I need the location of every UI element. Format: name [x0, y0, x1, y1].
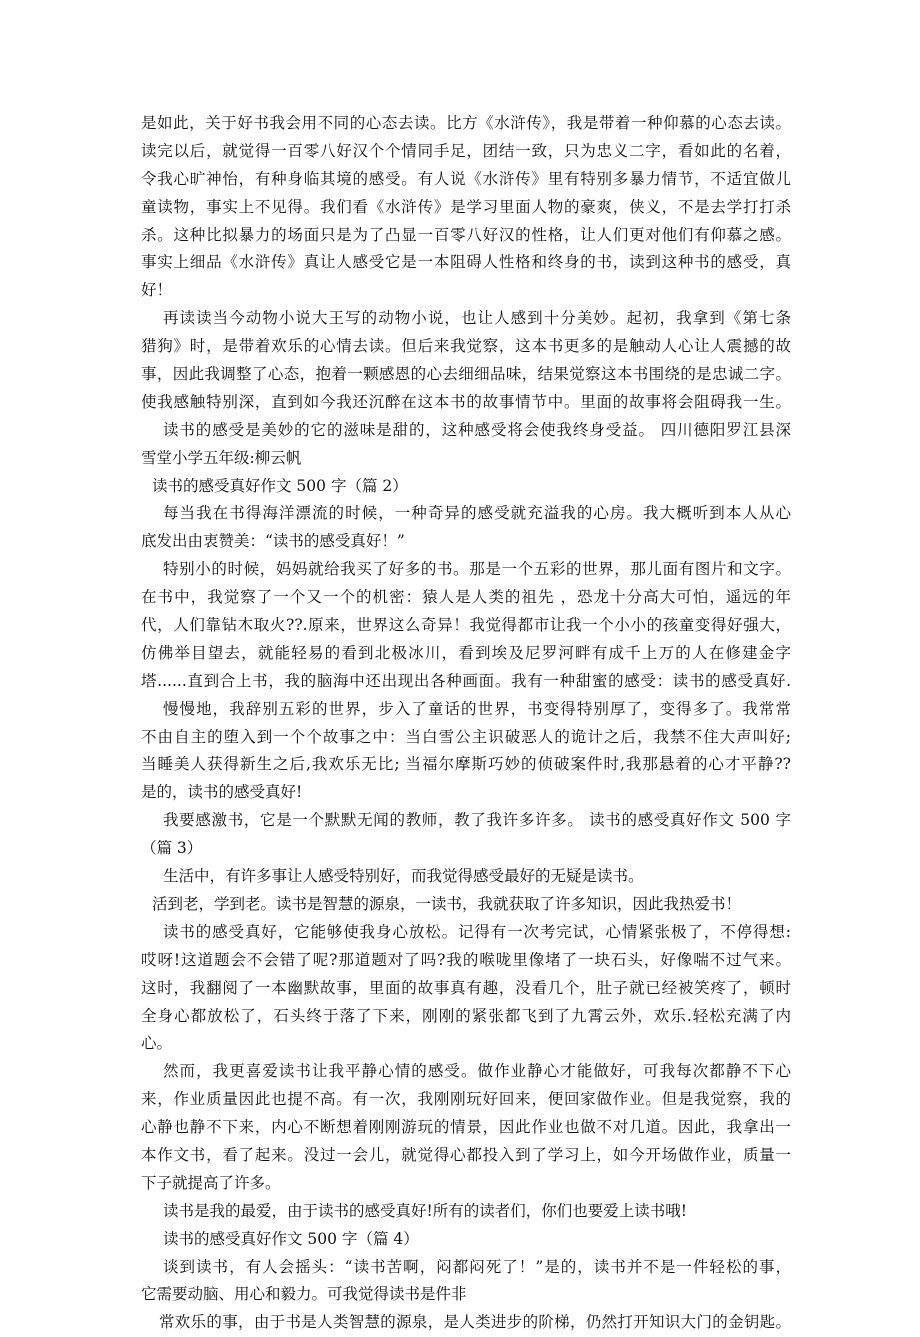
text-line: 读书的感受是美妙的它的滋味是甜的，这种感受将会使我终身受益。 四川德阳罗江县深	[163, 420, 791, 439]
text-line: 读书是我的最爱，由于读书的感受真好!所有的读者们，你们也要爱上读书哦!	[163, 1201, 687, 1220]
text-line: 常欢乐的事，由于书是人类智慧的源泉，是人类进步的阶梯，仍然打开知识大门的金钥匙。	[159, 1313, 791, 1332]
text-line: 读完以后，就觉得一百零八好汉个个情同手足，团结一致，只为忠义二字，看如此的名着，	[141, 141, 791, 160]
text-line: 使我感触特别深，直到如今我还沉醉在这本书的故事情节中。里面的故事将会阻碍我一生。	[141, 392, 791, 411]
text-line: 雪堂小学五年级:柳云帆	[141, 448, 302, 467]
text-line: 这时，我翻阅了一本幽默故事，里面的故事真有趣，没看几个，肚子就已经被笑疼了，顿时	[141, 978, 791, 997]
text-line: 本作文书，看了起来。没过一会儿，就觉得心都投入到了学习上，如今开场做作业，质量一	[141, 1145, 791, 1164]
text-line: 读书的感受真好，它能够使我身心放松。记得有一次考完试，心情紧张极了，不停得想:	[163, 922, 791, 941]
text-line: 塔......直到合上书，我的脑海中还出现出各种画面。我有一种甜蜜的感受：读书的感受真好.	[141, 671, 791, 690]
text-line: 我要感激书，它是一个默默无闻的教师，教了我许多许多。 读书的感受真好作文 500 字	[163, 811, 791, 830]
text-line: 生活中，有许多事让人感受特别好，而我觉得感受最好的无疑是读书。	[163, 867, 644, 886]
text-line: 事实上细品《水浒传》真让人感受它是一本阻碍人性格和终身的书，读到这种书的感受，真	[141, 253, 791, 272]
text-line: 活到老，学到老。读书是智慧的源泉，一读书，我就获取了许多知识，因此我热爱书！	[152, 894, 742, 913]
text-line: 谈到读书，有人会摇头：“读书苦啊，闷都闷死了！”是的，读书并不是一件轻松的事，	[163, 1257, 791, 1276]
text-line: 是的，读书的感受真好!	[141, 783, 303, 802]
text-line: 特别小的时候，妈妈就给我买了好多的书。那是一个五彩的世界，那儿面有图片和文字。	[163, 560, 791, 579]
text-line: 全身心都放松了，石头终于落了下来，刚刚的紧张都飞到了九霄云外，欢乐.轻松充满了内	[141, 1006, 791, 1025]
text-line: 童读物，事实上不见得。我们看《水浒传》是学习里面人物的豪爽，侠义，不是去学打打杀	[141, 197, 791, 216]
text-line: 令我心旷神怡，有种身临其境的感受。有人说《水浒传》里有特别多暴力情节，不适宜做儿	[141, 169, 791, 188]
text-line: 在书中，我觉察了一个又一个的机密：猿人是人类的祖先 ，恐龙十分高大可怕，遥远的年	[141, 588, 791, 607]
text-line: （篇 3）	[141, 839, 203, 858]
document-body	[141, 110, 791, 1337]
section-heading: 读书的感受真好作文 500 字（篇 2）	[152, 476, 408, 495]
text-line: 哎呀!这道题会不会错了呢?那道题对了吗?我的喉咙里像堵了一块石头，好像喘不过气来。	[141, 950, 791, 969]
text-line: 不由自主的堕入到一个个故事之中：当白雪公主识破恶人的诡计之后，我禁不住大声叫好;	[141, 727, 791, 746]
text-line: 心静也静不下来，内心不断想着刚刚游玩的情景，因此作业也做不对几道。因此，我拿出一	[141, 1118, 791, 1137]
text-line: 代，人们靠钻木取火??.原来，世界这么奇异！我觉得都市让我一个小小的孩童变得好强大，	[141, 616, 791, 635]
text-line: 它需要动脑、用心和毅力。可我觉得读书是件非	[141, 1285, 467, 1304]
text-line: 再读读当今动物小说大王写的动物小说，也让人感到十分美妙。起初，我拿到《第七条	[163, 309, 791, 328]
text-line: 当睡美人获得新生之后,我欢乐无比; 当福尔摩斯巧妙的侦破案件时,我那悬着的心才平静??	[141, 755, 791, 774]
text-line: 是如此，关于好书我会用不同的心态去读。比方《水浒传》，我是带着一种仰慕的心态去读。	[141, 114, 791, 132]
text-line: 仿佛举目望去，就能轻易的看到北极冰川，看到埃及尼罗河畔有成千上万的人在修建金字	[141, 643, 791, 662]
text-line: 事，因此我调整了心态，抱着一颗感恩的心去细细品味，结果觉察这本书围绕的是忠诚二字。	[141, 365, 791, 384]
text-line: 慢慢地，我辞别五彩的世界，步入了童话的世界，书变得特别厚了，变得多了。我常常	[163, 699, 791, 718]
text-line: 好！	[141, 281, 173, 300]
text-line: 杀。这种比拟暴力的场面只是为了凸显一百零八好汉的性格，让人们更对他们有仰慕之感。	[141, 225, 791, 244]
text-line: 心。	[141, 1034, 173, 1053]
text-line: 来，作业质量因此也提不高。有一次，我刚刚玩好回来，便回家做作业。但是我觉察，我的	[141, 1090, 791, 1109]
text-line: 下子就提高了许多。	[141, 1173, 281, 1192]
text-line: 底发出由衷赞美：“读书的感受真好！”	[141, 532, 405, 551]
text-line: 每当我在书得海洋漂流的时候，一种奇异的感受就充溢我的心房。我大概听到本人从心	[163, 504, 791, 523]
text-line: 然而，我更喜爱读书让我平静心情的感受。做作业静心才能做好，可我每次都静不下心	[163, 1062, 791, 1081]
section-heading: 读书的感受真好作文 500 字（篇 4）	[163, 1229, 419, 1248]
text-line: 猎狗》时，是带着欢乐的心情去读。但后来我觉察，这本书更多的是触动人心让人震撼的故	[141, 337, 791, 356]
